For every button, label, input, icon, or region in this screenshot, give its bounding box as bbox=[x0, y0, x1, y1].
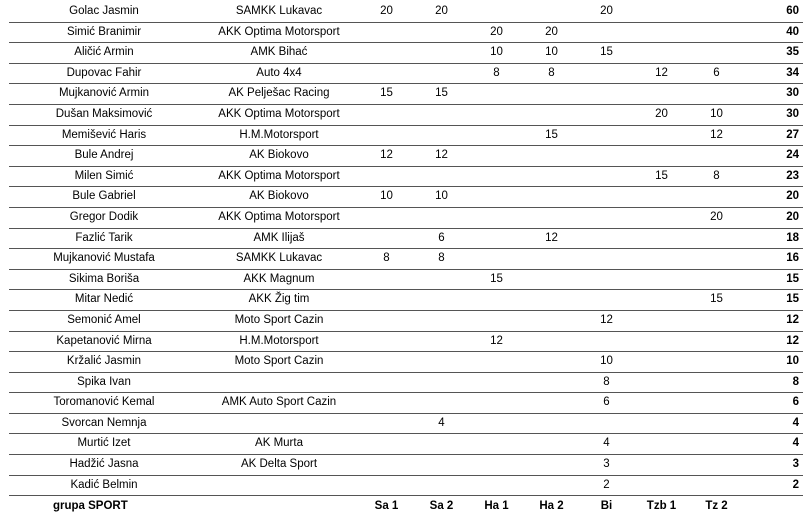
table-row bbox=[9, 22, 803, 43]
driver-name: Memišević Haris bbox=[9, 125, 199, 146]
points-bi: 15 bbox=[579, 43, 634, 64]
column-header-sa2: Sa 2 bbox=[429, 500, 454, 513]
table-row bbox=[9, 125, 803, 146]
club-name: AKK Optima Motorsport bbox=[199, 104, 359, 125]
points-ha1 bbox=[469, 455, 524, 476]
points-ha1 bbox=[469, 84, 524, 105]
club-name: AKK Optima Motorsport bbox=[199, 166, 359, 187]
points-ha2 bbox=[524, 475, 579, 496]
driver-name: Semonić Amel bbox=[9, 310, 199, 331]
column-header-ha1: Ha 1 bbox=[484, 500, 509, 513]
points-sa2 bbox=[414, 104, 469, 125]
points-ha1 bbox=[469, 434, 524, 455]
table-row bbox=[9, 249, 803, 270]
points-sa1: 10 bbox=[359, 187, 414, 208]
table-row bbox=[9, 455, 803, 476]
points-tz2 bbox=[689, 434, 744, 455]
points-tzb1 bbox=[634, 352, 689, 373]
points-total: 20 bbox=[744, 207, 803, 228]
points-tzb1 bbox=[634, 290, 689, 311]
points-sa1 bbox=[359, 455, 414, 476]
club-name bbox=[199, 475, 359, 496]
points-bi: 6 bbox=[579, 393, 634, 414]
points-sa2: 6 bbox=[414, 228, 469, 249]
points-sa1 bbox=[359, 228, 414, 249]
driver-name: Mujkanović Mustafa bbox=[9, 249, 199, 270]
points-ha1: 10 bbox=[469, 43, 524, 64]
points-tzb1 bbox=[634, 269, 689, 290]
club-name bbox=[199, 372, 359, 393]
points-total: 27 bbox=[744, 125, 803, 146]
points-bi bbox=[579, 290, 634, 311]
driver-name: Svorcan Nemnja bbox=[9, 413, 199, 434]
club-name: H.M.Motorsport bbox=[199, 331, 359, 352]
points-sa1 bbox=[359, 352, 414, 373]
column-header-tzb1: Tzb 1 bbox=[646, 500, 677, 513]
points-ha2: 15 bbox=[524, 125, 579, 146]
table-row bbox=[9, 434, 803, 455]
table-row bbox=[9, 187, 803, 208]
club-name: SAMKK Lukavac bbox=[199, 249, 359, 270]
points-tzb1: 12 bbox=[634, 63, 689, 84]
points-bi bbox=[579, 63, 634, 84]
club-name: SAMKK Lukavac bbox=[199, 2, 359, 22]
points-bi bbox=[579, 413, 634, 434]
points-tzb1 bbox=[634, 43, 689, 64]
points-sa1: 20 bbox=[359, 2, 414, 22]
points-total: 40 bbox=[744, 22, 803, 43]
driver-name: Kadić Belmin bbox=[9, 475, 199, 496]
table-row bbox=[9, 43, 803, 64]
standings-body bbox=[9, 2, 803, 496]
points-bi: 10 bbox=[579, 352, 634, 373]
driver-name: Toromanović Kemal bbox=[9, 393, 199, 414]
points-tzb1 bbox=[634, 393, 689, 414]
points-ha2 bbox=[524, 187, 579, 208]
table-row bbox=[9, 413, 803, 434]
points-tzb1 bbox=[634, 228, 689, 249]
points-ha1 bbox=[469, 207, 524, 228]
points-ha2 bbox=[524, 455, 579, 476]
driver-name: Dušan Maksimović bbox=[9, 104, 199, 125]
column-header-sa1: Sa 1 bbox=[374, 500, 399, 513]
points-sa2 bbox=[414, 331, 469, 352]
driver-name: Fazlić Tarik bbox=[9, 228, 199, 249]
points-total: 18 bbox=[744, 228, 803, 249]
points-ha1 bbox=[469, 352, 524, 373]
points-total: 60 bbox=[744, 2, 803, 22]
points-bi bbox=[579, 22, 634, 43]
footer-row bbox=[9, 496, 803, 519]
points-sa1 bbox=[359, 207, 414, 228]
points-tz2 bbox=[689, 22, 744, 43]
points-sa2 bbox=[414, 290, 469, 311]
points-tz2 bbox=[689, 393, 744, 414]
points-ha1 bbox=[469, 187, 524, 208]
driver-name: Kržalić Jasmin bbox=[9, 352, 199, 373]
points-ha1 bbox=[469, 372, 524, 393]
table-row bbox=[9, 146, 803, 167]
points-total: 12 bbox=[744, 310, 803, 331]
points-sa2 bbox=[414, 352, 469, 373]
points-ha1: 20 bbox=[469, 22, 524, 43]
points-bi: 2 bbox=[579, 475, 634, 496]
footer-club-cell bbox=[199, 496, 359, 519]
table-row bbox=[9, 166, 803, 187]
points-ha1: 15 bbox=[469, 269, 524, 290]
points-tz2 bbox=[689, 331, 744, 352]
points-total: 16 bbox=[744, 249, 803, 270]
points-tzb1: 15 bbox=[634, 166, 689, 187]
points-total: 20 bbox=[744, 187, 803, 208]
points-sa2 bbox=[414, 372, 469, 393]
points-tzb1 bbox=[634, 125, 689, 146]
points-bi bbox=[579, 269, 634, 290]
points-bi: 8 bbox=[579, 372, 634, 393]
points-sa1 bbox=[359, 310, 414, 331]
points-tz2 bbox=[689, 249, 744, 270]
points-tz2: 20 bbox=[689, 207, 744, 228]
points-sa1 bbox=[359, 269, 414, 290]
points-bi bbox=[579, 187, 634, 208]
points-bi bbox=[579, 166, 634, 187]
table-row bbox=[9, 2, 803, 22]
points-ha2 bbox=[524, 290, 579, 311]
table-row bbox=[9, 228, 803, 249]
table-row bbox=[9, 393, 803, 414]
points-tz2 bbox=[689, 187, 744, 208]
points-tz2 bbox=[689, 146, 744, 167]
points-total: 3 bbox=[744, 455, 803, 476]
points-bi bbox=[579, 207, 634, 228]
points-tzb1 bbox=[634, 372, 689, 393]
points-total: 15 bbox=[744, 290, 803, 311]
club-name: H.M.Motorsport bbox=[199, 125, 359, 146]
points-ha1: 8 bbox=[469, 63, 524, 84]
points-ha2: 10 bbox=[524, 43, 579, 64]
table-row bbox=[9, 104, 803, 125]
points-tz2 bbox=[689, 269, 744, 290]
points-total: 35 bbox=[744, 43, 803, 64]
points-tz2 bbox=[689, 84, 744, 105]
table-row bbox=[9, 372, 803, 393]
club-name: AK Pelješac Racing bbox=[199, 84, 359, 105]
points-ha1 bbox=[469, 475, 524, 496]
points-sa2 bbox=[414, 310, 469, 331]
driver-name: Aličić Armin bbox=[9, 43, 199, 64]
club-name: AK Murta bbox=[199, 434, 359, 455]
points-sa2: 20 bbox=[414, 2, 469, 22]
points-bi bbox=[579, 249, 634, 270]
points-ha2 bbox=[524, 372, 579, 393]
driver-name: Bule Andrej bbox=[9, 146, 199, 167]
points-sa2: 12 bbox=[414, 146, 469, 167]
points-ha2 bbox=[524, 146, 579, 167]
club-name: AKK Žig tim bbox=[199, 290, 359, 311]
club-name: AK Delta Sport bbox=[199, 455, 359, 476]
points-ha1 bbox=[469, 413, 524, 434]
points-ha1: 12 bbox=[469, 331, 524, 352]
points-sa2: 4 bbox=[414, 413, 469, 434]
club-name: Moto Sport Cazin bbox=[199, 310, 359, 331]
points-bi bbox=[579, 104, 634, 125]
table-row bbox=[9, 331, 803, 352]
points-bi bbox=[579, 125, 634, 146]
standings-table bbox=[9, 2, 803, 518]
points-tzb1 bbox=[634, 310, 689, 331]
points-ha2 bbox=[524, 84, 579, 105]
points-sa2: 10 bbox=[414, 187, 469, 208]
points-sa1: 15 bbox=[359, 84, 414, 105]
points-sa2 bbox=[414, 269, 469, 290]
points-ha2 bbox=[524, 2, 579, 22]
points-sa2 bbox=[414, 475, 469, 496]
driver-name: Simić Branimir bbox=[9, 22, 199, 43]
driver-name: Gregor Dodik bbox=[9, 207, 199, 228]
points-sa2 bbox=[414, 207, 469, 228]
points-bi bbox=[579, 146, 634, 167]
points-sa1: 8 bbox=[359, 249, 414, 270]
table-row bbox=[9, 207, 803, 228]
points-ha2 bbox=[524, 249, 579, 270]
footer-total-cell bbox=[744, 496, 803, 519]
driver-name: Bule Gabriel bbox=[9, 187, 199, 208]
points-tz2 bbox=[689, 228, 744, 249]
club-name: Moto Sport Cazin bbox=[199, 352, 359, 373]
points-ha2 bbox=[524, 393, 579, 414]
points-sa2 bbox=[414, 43, 469, 64]
points-ha2 bbox=[524, 352, 579, 373]
table-row bbox=[9, 352, 803, 373]
points-ha1 bbox=[469, 104, 524, 125]
driver-name: Sikima Boriša bbox=[9, 269, 199, 290]
points-sa1 bbox=[359, 166, 414, 187]
column-header-ha2: Ha 2 bbox=[539, 500, 564, 513]
points-sa2 bbox=[414, 63, 469, 84]
points-ha2: 12 bbox=[524, 228, 579, 249]
points-ha2: 8 bbox=[524, 63, 579, 84]
club-name: AMK Auto Sport Cazin bbox=[199, 393, 359, 414]
points-tzb1: 20 bbox=[634, 104, 689, 125]
driver-name: Spika Ivan bbox=[9, 372, 199, 393]
points-tz2 bbox=[689, 455, 744, 476]
points-bi bbox=[579, 84, 634, 105]
points-total: 24 bbox=[744, 146, 803, 167]
points-sa2: 8 bbox=[414, 249, 469, 270]
driver-name: Dupovac Fahir bbox=[9, 63, 199, 84]
club-name: AK Biokovo bbox=[199, 187, 359, 208]
points-ha2 bbox=[524, 434, 579, 455]
points-ha1 bbox=[469, 310, 524, 331]
driver-name: Kapetanović Mirna bbox=[9, 331, 199, 352]
points-sa2 bbox=[414, 125, 469, 146]
points-ha1 bbox=[469, 290, 524, 311]
points-total: 4 bbox=[744, 434, 803, 455]
points-tz2: 15 bbox=[689, 290, 744, 311]
driver-name: Murtić Izet bbox=[9, 434, 199, 455]
points-tz2: 12 bbox=[689, 125, 744, 146]
points-tzb1 bbox=[634, 455, 689, 476]
points-bi: 3 bbox=[579, 455, 634, 476]
points-ha2 bbox=[524, 104, 579, 125]
points-total: 30 bbox=[744, 84, 803, 105]
points-sa1 bbox=[359, 290, 414, 311]
points-tz2 bbox=[689, 413, 744, 434]
club-name: AMK Ilijaš bbox=[199, 228, 359, 249]
points-tzb1 bbox=[634, 22, 689, 43]
points-tz2: 6 bbox=[689, 63, 744, 84]
points-ha1 bbox=[469, 2, 524, 22]
points-sa2 bbox=[414, 393, 469, 414]
points-sa1 bbox=[359, 22, 414, 43]
points-sa2 bbox=[414, 166, 469, 187]
driver-name: Hadžić Jasna bbox=[9, 455, 199, 476]
points-total: 4 bbox=[744, 413, 803, 434]
points-total: 34 bbox=[744, 63, 803, 84]
points-sa1 bbox=[359, 393, 414, 414]
points-tzb1 bbox=[634, 413, 689, 434]
points-tzb1 bbox=[634, 207, 689, 228]
points-sa1 bbox=[359, 475, 414, 496]
points-ha1 bbox=[469, 228, 524, 249]
points-sa2 bbox=[414, 22, 469, 43]
points-bi bbox=[579, 331, 634, 352]
points-sa1 bbox=[359, 43, 414, 64]
club-name bbox=[199, 413, 359, 434]
points-sa1 bbox=[359, 331, 414, 352]
points-tz2 bbox=[689, 310, 744, 331]
driver-name: Golac Jasmin bbox=[9, 2, 199, 22]
club-name: Auto 4x4 bbox=[199, 63, 359, 84]
points-ha2 bbox=[524, 166, 579, 187]
points-tz2 bbox=[689, 43, 744, 64]
points-total: 23 bbox=[744, 166, 803, 187]
driver-name: Milen Simić bbox=[9, 166, 199, 187]
points-ha2 bbox=[524, 413, 579, 434]
table-row bbox=[9, 63, 803, 84]
points-sa1: 12 bbox=[359, 146, 414, 167]
table-row bbox=[9, 84, 803, 105]
club-name: AK Biokovo bbox=[199, 146, 359, 167]
points-tzb1 bbox=[634, 434, 689, 455]
points-tz2 bbox=[689, 2, 744, 22]
points-sa2 bbox=[414, 434, 469, 455]
points-total: 10 bbox=[744, 352, 803, 373]
points-sa1 bbox=[359, 372, 414, 393]
points-total: 15 bbox=[744, 269, 803, 290]
table-row bbox=[9, 269, 803, 290]
column-header-bi: Bi bbox=[600, 500, 613, 513]
points-ha1 bbox=[469, 249, 524, 270]
points-bi: 20 bbox=[579, 2, 634, 22]
points-bi bbox=[579, 228, 634, 249]
points-tz2 bbox=[689, 475, 744, 496]
club-name: AKK Magnum bbox=[199, 269, 359, 290]
column-header-tz2: Tz 2 bbox=[705, 500, 728, 513]
points-tzb1 bbox=[634, 2, 689, 22]
driver-name: Mujkanović Armin bbox=[9, 84, 199, 105]
points-sa1 bbox=[359, 63, 414, 84]
points-ha2 bbox=[524, 331, 579, 352]
points-sa1 bbox=[359, 413, 414, 434]
points-tzb1 bbox=[634, 475, 689, 496]
points-sa1 bbox=[359, 104, 414, 125]
table-row bbox=[9, 310, 803, 331]
club-name: AMK Bihać bbox=[199, 43, 359, 64]
points-total: 6 bbox=[744, 393, 803, 414]
points-total: 30 bbox=[744, 104, 803, 125]
points-sa1 bbox=[359, 125, 414, 146]
points-ha1 bbox=[469, 146, 524, 167]
points-tzb1 bbox=[634, 187, 689, 208]
points-ha1 bbox=[469, 393, 524, 414]
points-tzb1 bbox=[634, 331, 689, 352]
points-tzb1 bbox=[634, 249, 689, 270]
points-tzb1 bbox=[634, 146, 689, 167]
club-name: AKK Optima Motorsport bbox=[199, 207, 359, 228]
points-tz2 bbox=[689, 352, 744, 373]
group-label: grupa SPORT bbox=[53, 500, 128, 513]
points-tz2 bbox=[689, 372, 744, 393]
points-total: 2 bbox=[744, 475, 803, 496]
points-ha2 bbox=[524, 269, 579, 290]
points-bi: 12 bbox=[579, 310, 634, 331]
points-tz2: 8 bbox=[689, 166, 744, 187]
points-bi: 4 bbox=[579, 434, 634, 455]
points-total: 8 bbox=[744, 372, 803, 393]
points-ha1 bbox=[469, 166, 524, 187]
points-ha2: 20 bbox=[524, 22, 579, 43]
table-row bbox=[9, 475, 803, 496]
points-ha1 bbox=[469, 125, 524, 146]
points-tzb1 bbox=[634, 84, 689, 105]
table-row bbox=[9, 290, 803, 311]
points-sa1 bbox=[359, 434, 414, 455]
points-sa2: 15 bbox=[414, 84, 469, 105]
points-sa2 bbox=[414, 455, 469, 476]
driver-name: Mitar Nedić bbox=[9, 290, 199, 311]
points-total: 12 bbox=[744, 331, 803, 352]
points-ha2 bbox=[524, 207, 579, 228]
points-ha2 bbox=[524, 310, 579, 331]
points-tz2: 10 bbox=[689, 104, 744, 125]
club-name: AKK Optima Motorsport bbox=[199, 22, 359, 43]
